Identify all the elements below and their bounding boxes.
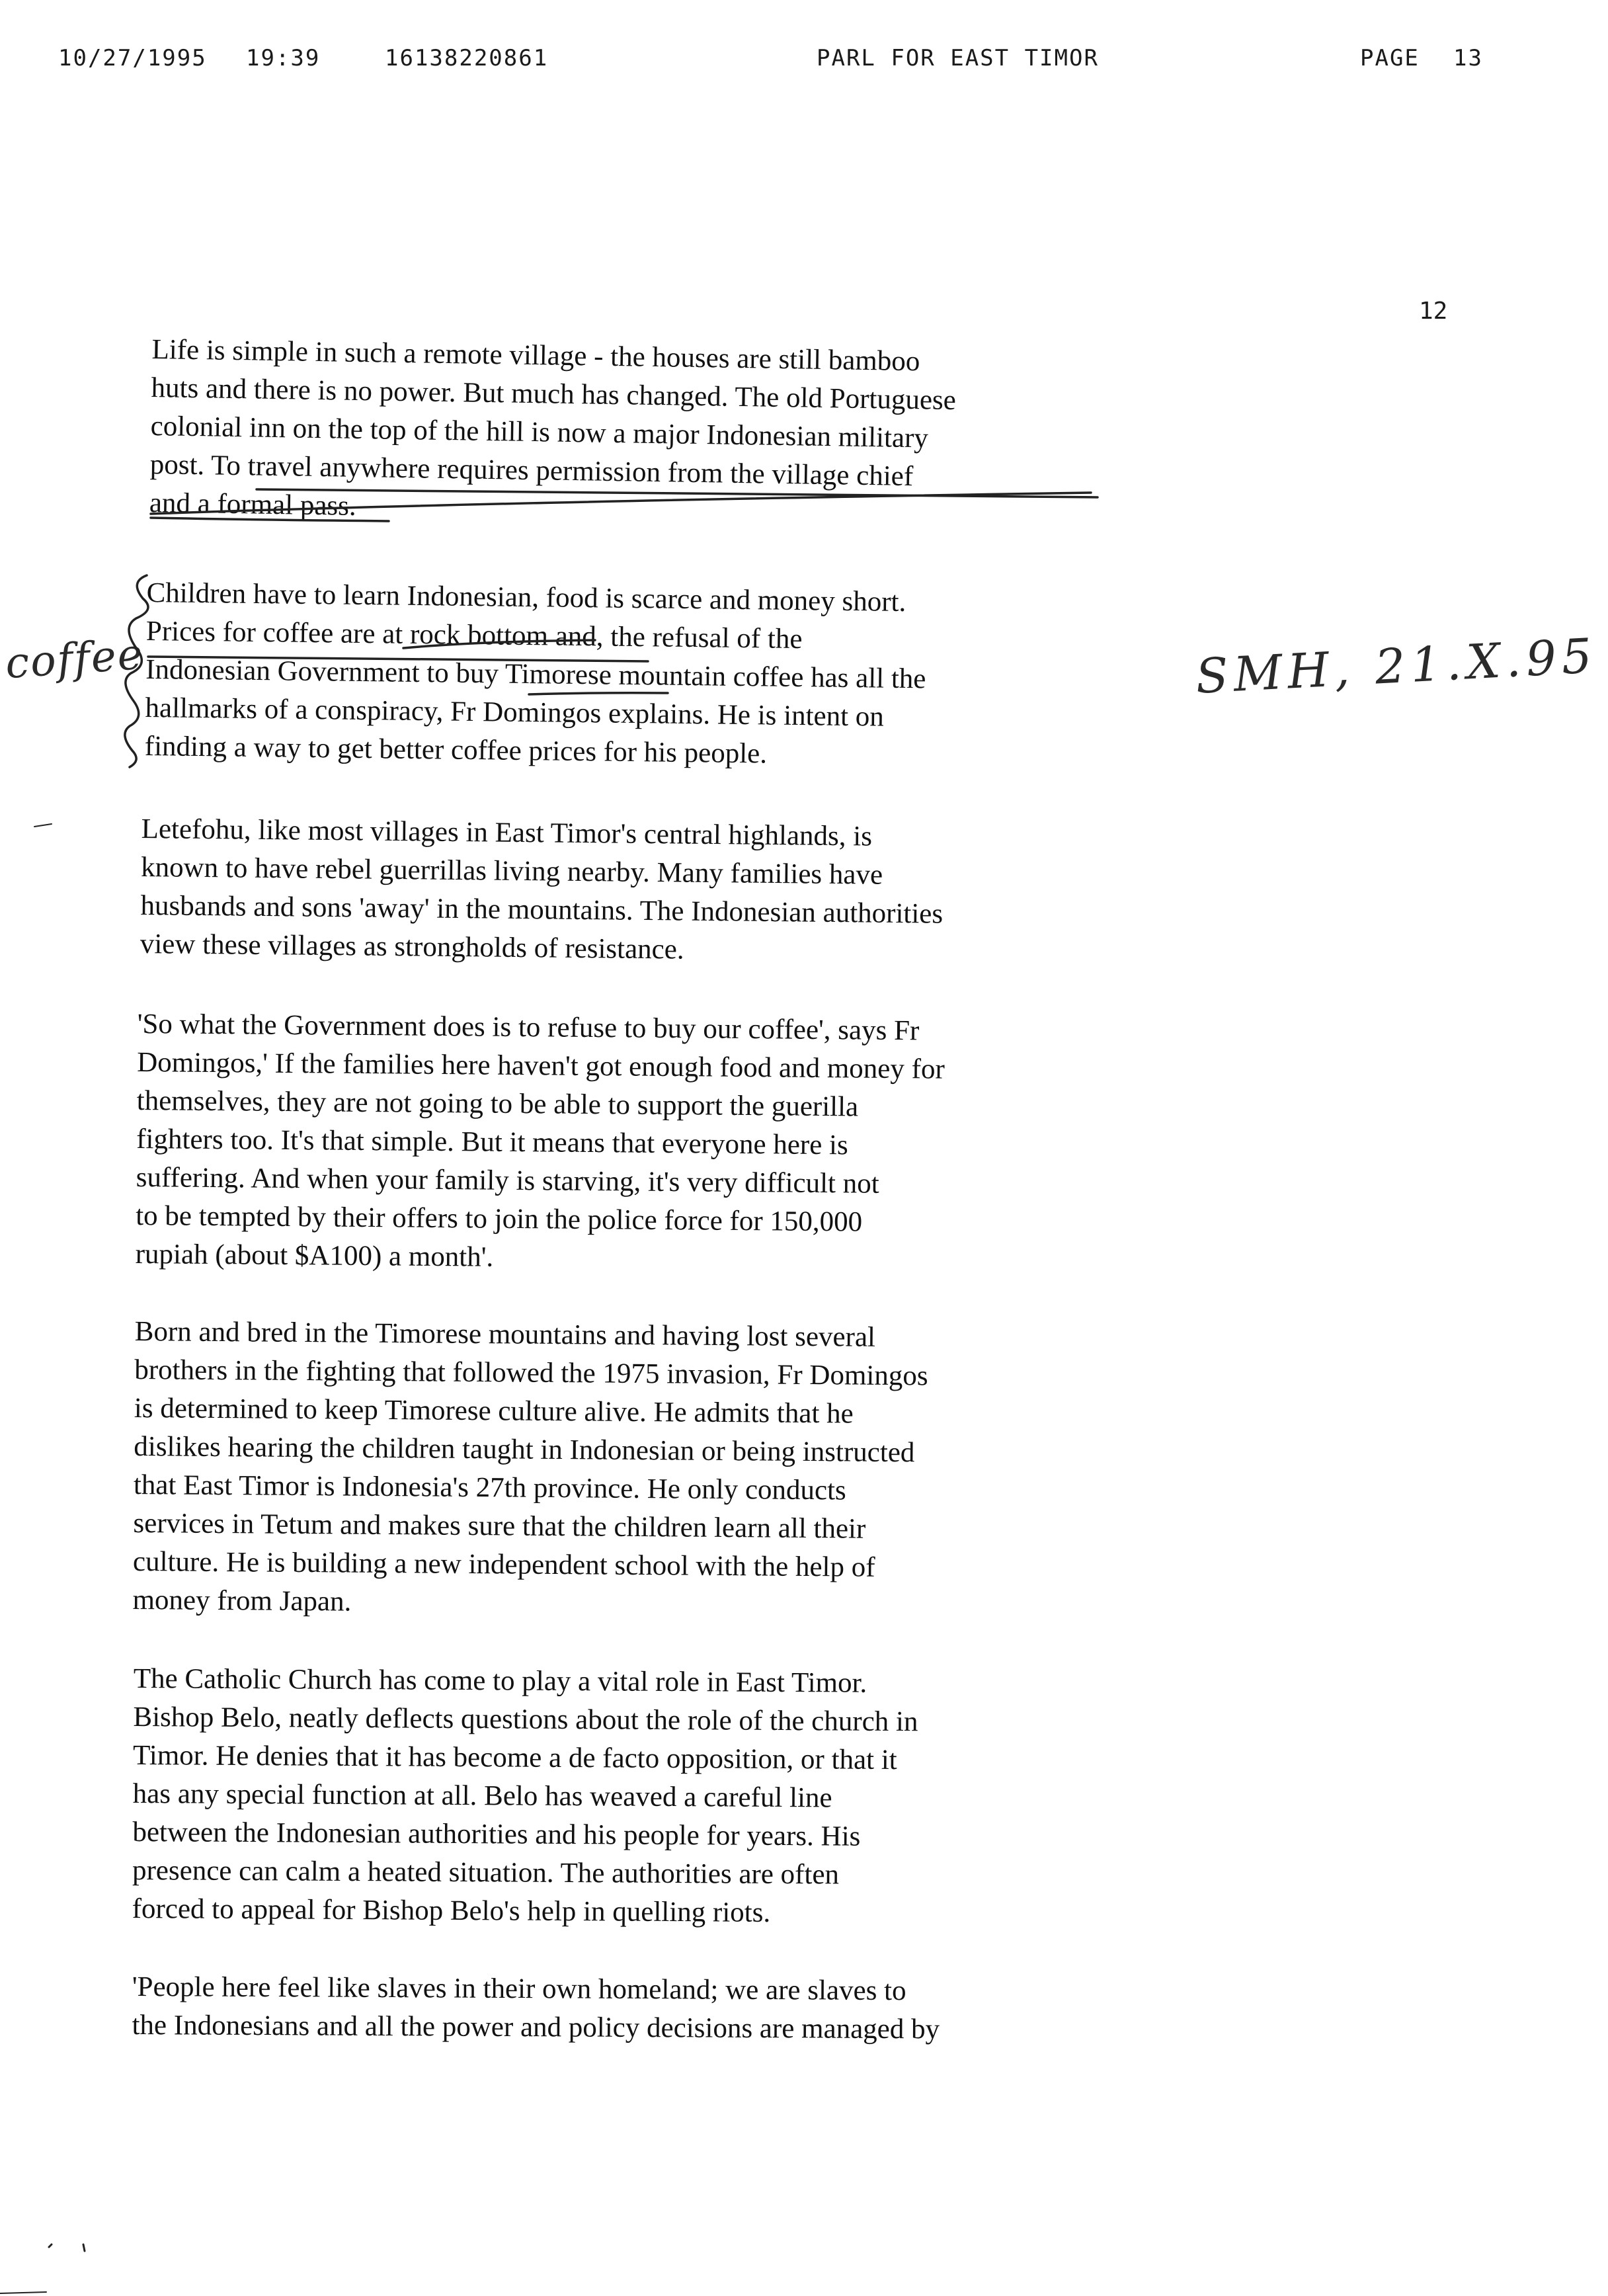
text-line: known to have rebel guerrillas living nearby. Many families have — [140, 851, 883, 891]
underline-rock-bottom — [403, 640, 595, 648]
fax-page-label: PAGE — [1360, 45, 1420, 71]
text-line: husbands and sons 'away' in the mountains. The Indonesian authorities — [140, 889, 944, 930]
text-line: The Catholic Church has come to play a vital role in East Timor. — [133, 1663, 867, 1699]
scan-edge-line — [0, 2292, 46, 2293]
margin-tick — [34, 824, 52, 827]
page-number: 12 — [1419, 298, 1448, 325]
text-line: dislikes hearing the children taught in Indonesian or being instructed — [134, 1430, 915, 1469]
text-line: between the Indonesian authorities and his people for years. His — [132, 1816, 861, 1852]
text-line: brothers in the fighting that followed the 1975 invasion, Fr Domingos — [134, 1354, 928, 1392]
scan-mark — [49, 2244, 85, 2251]
text-line: the Indonesians and all the power and policy decisions are managed by — [132, 2009, 940, 2045]
text-line: Children have to learn Indonesian, food is scarce and money short. — [146, 577, 906, 618]
text-line: Letefohu, like most villages in East Timor's central highlands, is — [141, 813, 873, 852]
text-line: Timor. He denies that it has become a de facto opposition, or that it — [132, 1739, 897, 1776]
text-line: Indonesian Government to buy Timorese mountain coffee has all the — [145, 653, 926, 695]
text-line: presence can calm a heated situation. The authorities are often — [132, 1854, 840, 1891]
text-line: 'People here feel like slaves in their own homeland; we are slaves to — [132, 1971, 906, 2007]
fax-phone-number: 16138220861 — [385, 45, 549, 71]
fax-sender: PARL FOR EAST TIMOR — [817, 45, 1099, 71]
text-line: has any special function at all. Belo has weaved a careful line — [132, 1778, 832, 1814]
text-line: post. To travel anywhere requires permission from the village chief — [149, 448, 914, 493]
text-line: and a formal pass. — [149, 487, 357, 522]
text-line: huts and there is no power. But much has changed. The old Portuguese — [151, 372, 957, 417]
text-line: Life is simple in such a remote village - the houses are still bamboo — [151, 333, 920, 378]
handwritten-note-coffee: coffee — [3, 630, 145, 689]
text-line: Prices for coffee are at rock bottom and, the refusal of the — [145, 615, 803, 655]
text-line: forced to appeal for Bishop Belo's help in quelling riots. — [132, 1893, 771, 1928]
fax-date: 10/27/1995 — [58, 45, 207, 71]
underline-buy-timorese — [529, 693, 668, 694]
text-line: colonial inn on the top of the hill is now a major Indonesian military — [150, 410, 929, 454]
text-line: finding a way to get better coffee prices for his people. — [144, 730, 768, 770]
text-line: services in Tetum and makes sure that the children learn all their — [133, 1507, 866, 1545]
underline-overstrike-formal-pass — [151, 493, 1091, 514]
text-line: money from Japan. — [132, 1584, 352, 1618]
text-line: is determined to keep Timorese culture alive. He admits that he — [134, 1392, 854, 1430]
text-line: Bishop Belo, neatly deflects questions about the role of the church in — [133, 1701, 918, 1738]
text-line: themselves, they are not going to be able to support the guerilla — [136, 1085, 859, 1123]
margin-bracket — [125, 575, 148, 767]
text-line: that East Timor is Indonesia's 27th province. He only conducts — [133, 1469, 846, 1506]
underline-formal-pass — [151, 518, 389, 521]
fax-time: 19:39 — [246, 45, 321, 71]
text-line: hallmarks of a conspiracy, Fr Domingos explains. He is intent on — [145, 692, 885, 733]
underline-travel-permission — [257, 489, 1098, 497]
text-line: culture. He is building a new independent school with the help of — [132, 1545, 875, 1583]
text-line: suffering. And when your family is starving, it's very difficult not — [136, 1161, 879, 1200]
handwritten-note-citation: SMH, 21.X.95 — [1194, 628, 1599, 704]
text-line: fighters too. It's that simple. But it means that everyone here is — [136, 1123, 848, 1161]
text-line: Domingos,' If the families here haven't got enough food and money for — [137, 1046, 945, 1085]
text-line: rupiah (about $A100) a month'. — [135, 1238, 494, 1273]
text-line: 'So what the Government does is to refuse to buy our coffee', says Fr — [137, 1008, 920, 1047]
text-line: to be tempted by their offers to join the police force for 150,000 — [136, 1200, 863, 1238]
text-line: Born and bred in the Timorese mountains and having lost several — [134, 1315, 876, 1353]
underline-prices-coffee — [148, 657, 648, 661]
fax-page-number: 13 — [1453, 45, 1483, 71]
text-line: view these villages as strongholds of resistance. — [140, 928, 684, 965]
